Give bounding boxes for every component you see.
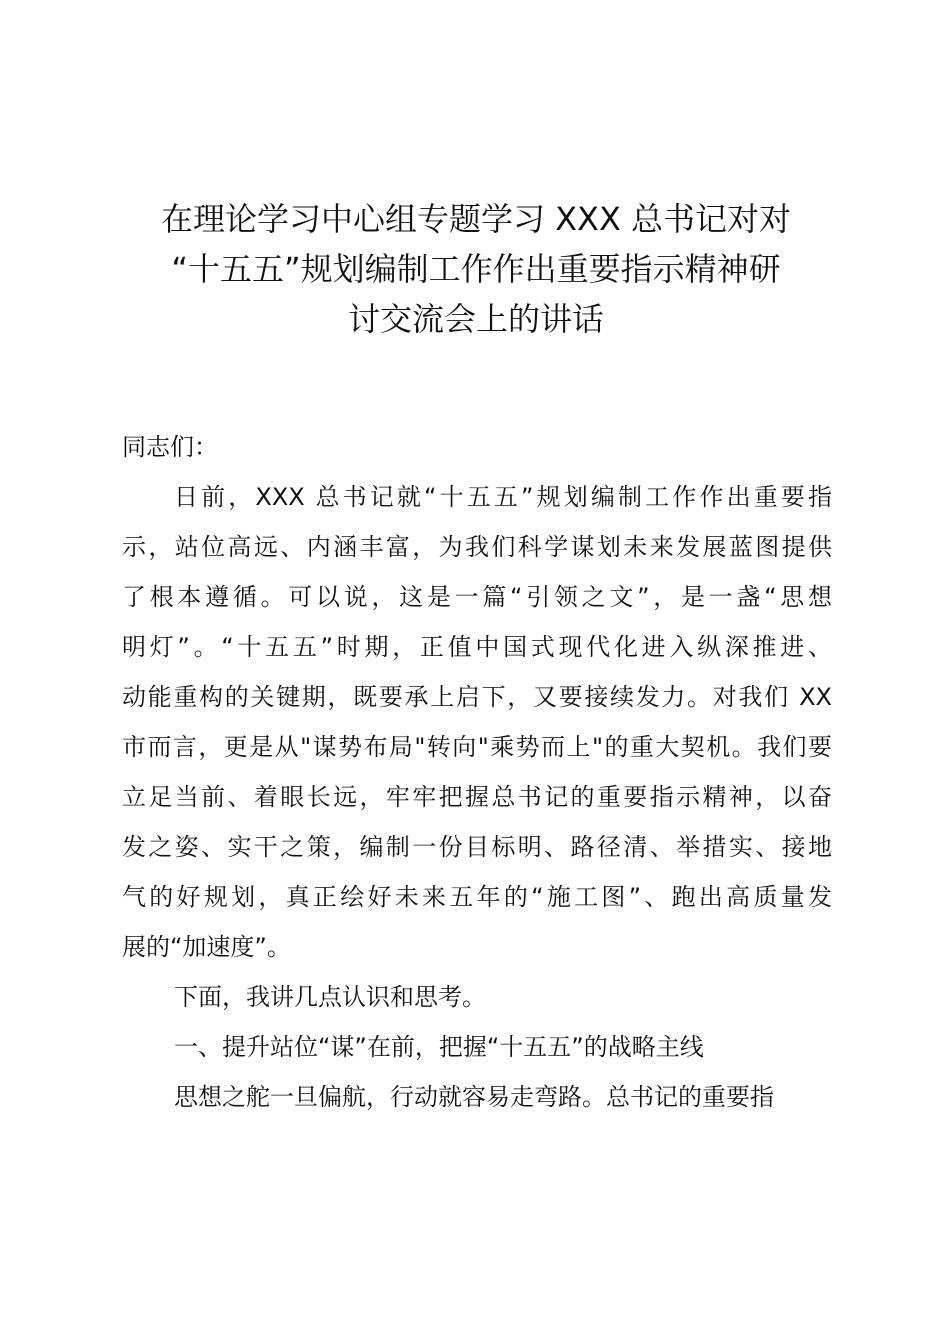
paragraph-1-line-3: 了根本遵循。可以说，这是一篇“引领之文”，是一盏“思想 — [122, 583, 832, 611]
title-line-1: 在理论学习中心组专题学习 XXX 总书记对对 — [160, 200, 792, 238]
paragraph-1-line-10: 展的“加速度”。 — [122, 933, 291, 961]
title-line-3: 讨交流会上的讲话 — [347, 300, 604, 338]
section-1-paragraph-line-1: 思想之舵一旦偏航，行动就容易走弯路。总书记的重要指 — [174, 1083, 774, 1111]
document-body — [122, 422, 832, 1122]
title-line-2: “十五五”规划编制工作作出重要指示精神研 — [171, 250, 781, 288]
paragraph-2: 下面，我讲几点认识和思考。 — [174, 983, 486, 1011]
paragraph-1-line-4: 明灯”。“十五五”时期，正值中国式现代化进入纵深推进、 — [122, 633, 832, 661]
paragraph-1-line-6: 市而言，更是从"谋势布局"转向"乘势而上"的重大契机。我们要 — [122, 733, 832, 761]
section-1-heading: 一、提升站位“谋”在前，把握“十五五”的战略主线 — [174, 1033, 704, 1061]
paragraph-1-line-9: 气的好规划，真正绘好未来五年的“施工图”、跑出高质量发 — [122, 883, 832, 911]
document-title — [120, 194, 832, 344]
paragraph-1-line-1: 日前，XXX 总书记就“十五五”规划编制工作作出重要指 — [174, 483, 832, 511]
paragraph-1-line-8: 发之姿、实干之策，编制一份目标明、路径清、举措实、接地 — [122, 833, 832, 861]
paragraph-1-line-2: 示，站位高远、内涵丰富，为我们科学谋划未来发展蓝图提供 — [122, 533, 832, 561]
salutation: 同志们： — [122, 433, 218, 461]
paragraph-1-line-7: 立足当前、着眼长远，牢牢把握总书记的重要指示精神，以奋 — [122, 783, 832, 811]
paragraph-1-line-5: 动能重构的关键期，既要承上启下，又要接续发力。对我们 XX — [122, 683, 832, 711]
paragraph-1 — [122, 472, 832, 972]
